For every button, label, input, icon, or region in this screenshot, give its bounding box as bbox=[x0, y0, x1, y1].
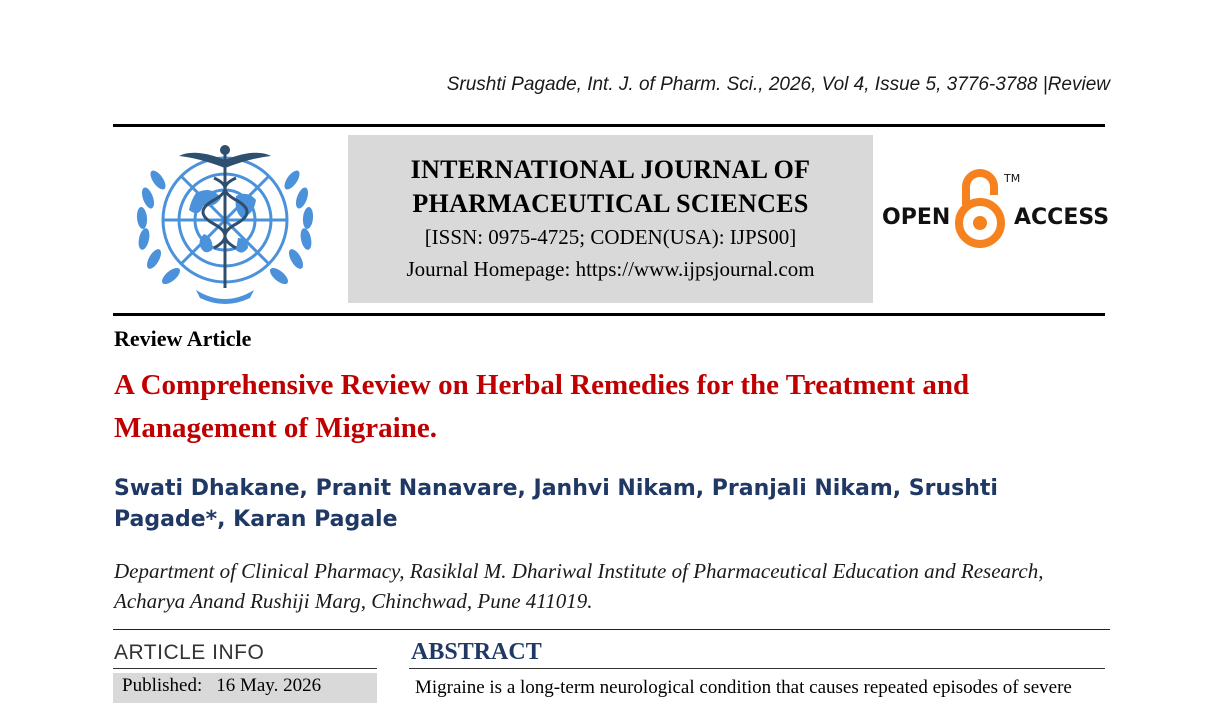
author-list: Swati Dhakane, Pranit Nanavare, Janhvi Nikam, Pranjali Nikam, Srushti Pagade*, Karan Pagale bbox=[114, 476, 998, 532]
open-access-access-text: ACCESS bbox=[1014, 205, 1110, 230]
article-type: Review Article bbox=[114, 326, 252, 351]
abstract-underline bbox=[409, 668, 1105, 669]
journal-masthead bbox=[348, 135, 873, 303]
author-affiliation: Department of Clinical Pharmacy, Rasiklal M. Dhariwal Institute of Pharmaceutical Education and Research, Acharya Anand Rushiji Marg, Chinchwad, Pune 411019. bbox=[114, 559, 1044, 613]
header-rule-bottom bbox=[113, 313, 1105, 316]
published-date-box bbox=[113, 673, 377, 703]
journal-issn: [ISSN: 0975-4725; CODEN(USA): IJPS00] bbox=[424, 225, 797, 249]
open-access-logo-icon bbox=[880, 165, 1110, 253]
section-divider bbox=[113, 629, 1110, 630]
published-value: 16 May. 2026 bbox=[216, 675, 322, 696]
journal-title-line1: INTERNATIONAL JOURNAL OF bbox=[410, 155, 811, 184]
journal-title-line2: PHARMACEUTICAL SCIENCES bbox=[412, 189, 809, 218]
open-access-open-text: OPEN bbox=[882, 205, 951, 230]
abstract-text: Migraine is a long-term neurological condition that causes repeated episodes of severe bbox=[415, 677, 1072, 698]
open-access-trademark: TM bbox=[1004, 172, 1021, 185]
abstract-heading: ABSTRACT bbox=[411, 639, 542, 665]
published-label: Published: bbox=[122, 675, 203, 696]
article-info-heading: ARTICLE INFO bbox=[114, 641, 265, 664]
header-rule-top bbox=[113, 124, 1105, 127]
journal-homepage: Journal Homepage: https://www.ijpsjournal.com bbox=[406, 257, 815, 281]
article-info-underline bbox=[113, 668, 377, 669]
journal-emblem-icon bbox=[126, 138, 324, 306]
running-header: Srushti Pagade, Int. J. of Pharm. Sci., 2026, Vol 4, Issue 5, 3776-3788 |Review bbox=[446, 74, 1110, 95]
article-title: A Comprehensive Review on Herbal Remedies for the Treatment and Management of Migraine. bbox=[114, 369, 970, 444]
